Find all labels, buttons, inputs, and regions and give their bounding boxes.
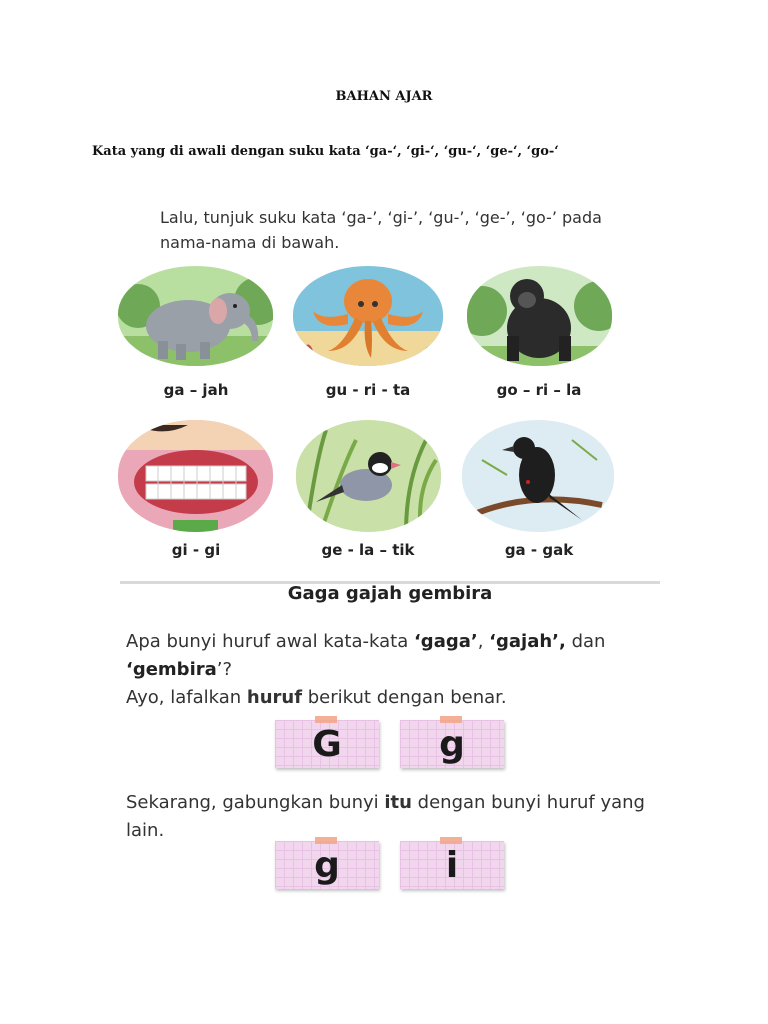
question-paragraph xyxy=(126,628,605,712)
combine-paragraph xyxy=(126,789,645,845)
gorilla-icon xyxy=(467,266,612,366)
page-title: BAHAN AJAR xyxy=(335,89,433,104)
word-gembira: ‘gembira xyxy=(126,659,217,680)
sparrow-icon xyxy=(296,420,441,532)
word-label-gurita: gu - ri - ta xyxy=(325,381,411,399)
letter-card-label: i xyxy=(445,845,459,886)
intro-line-2: nama-nama di bawah. xyxy=(160,233,340,252)
teeth-icon xyxy=(118,420,273,532)
crow-icon xyxy=(462,420,614,532)
question-text-2: dan xyxy=(565,631,606,652)
tape xyxy=(440,716,462,723)
letter-card-g2 xyxy=(275,841,379,889)
instruction-text-1: Ayo, lafalkan xyxy=(126,687,247,708)
song-title: Gaga gajah gembira xyxy=(287,583,493,604)
combine-text-2: dengan bunyi huruf yang xyxy=(411,792,645,813)
intro-text xyxy=(160,205,602,255)
tape xyxy=(315,837,337,844)
word-gajah: ‘gajah’, xyxy=(489,631,566,652)
intro-line-1: Lalu, tunjuk suku kata ‘ga-’, ‘gi-’, ‘gu-’, ‘ge-’, ‘go-’ pada xyxy=(160,208,602,227)
question-sep: , xyxy=(477,631,490,652)
letter-card-g xyxy=(400,720,504,768)
word-label-gelatik: ge - la – tik xyxy=(321,541,415,559)
word-label-gajah: ga – jah xyxy=(163,381,229,399)
combine-bold: itu xyxy=(384,792,412,813)
elephant-icon xyxy=(118,266,273,366)
word-gaga: ‘gaga’ xyxy=(413,631,478,652)
question-text-1: Apa bunyi huruf awal kata-kata xyxy=(126,631,414,652)
tape xyxy=(315,716,337,723)
word-label-gigi: gi - gi xyxy=(171,541,221,559)
letter-card-label: G xyxy=(312,724,342,765)
page-subtitle: Kata yang di awali dengan suku kata ‘ga-‘, ‘gi-‘, ‘gu-‘, ‘ge-‘, ‘go-‘ xyxy=(92,144,559,159)
combine-text-3: lain. xyxy=(126,820,165,841)
octopus-icon xyxy=(293,266,443,366)
letter-card-i xyxy=(400,841,504,889)
word-label-gagak: ga - gak xyxy=(504,541,574,559)
question-text-3: ’? xyxy=(216,659,233,680)
letter-card-label: g xyxy=(314,845,340,886)
instruction-text-2: berikut dengan benar. xyxy=(302,687,507,708)
instruction-bold: huruf xyxy=(246,687,303,708)
letter-card-G xyxy=(275,720,379,768)
word-label-gorila: go – ri – la xyxy=(496,381,582,399)
letter-card-label: g xyxy=(439,724,465,765)
combine-text-1: Sekarang, gabungkan bunyi xyxy=(126,792,385,813)
tape xyxy=(440,837,462,844)
